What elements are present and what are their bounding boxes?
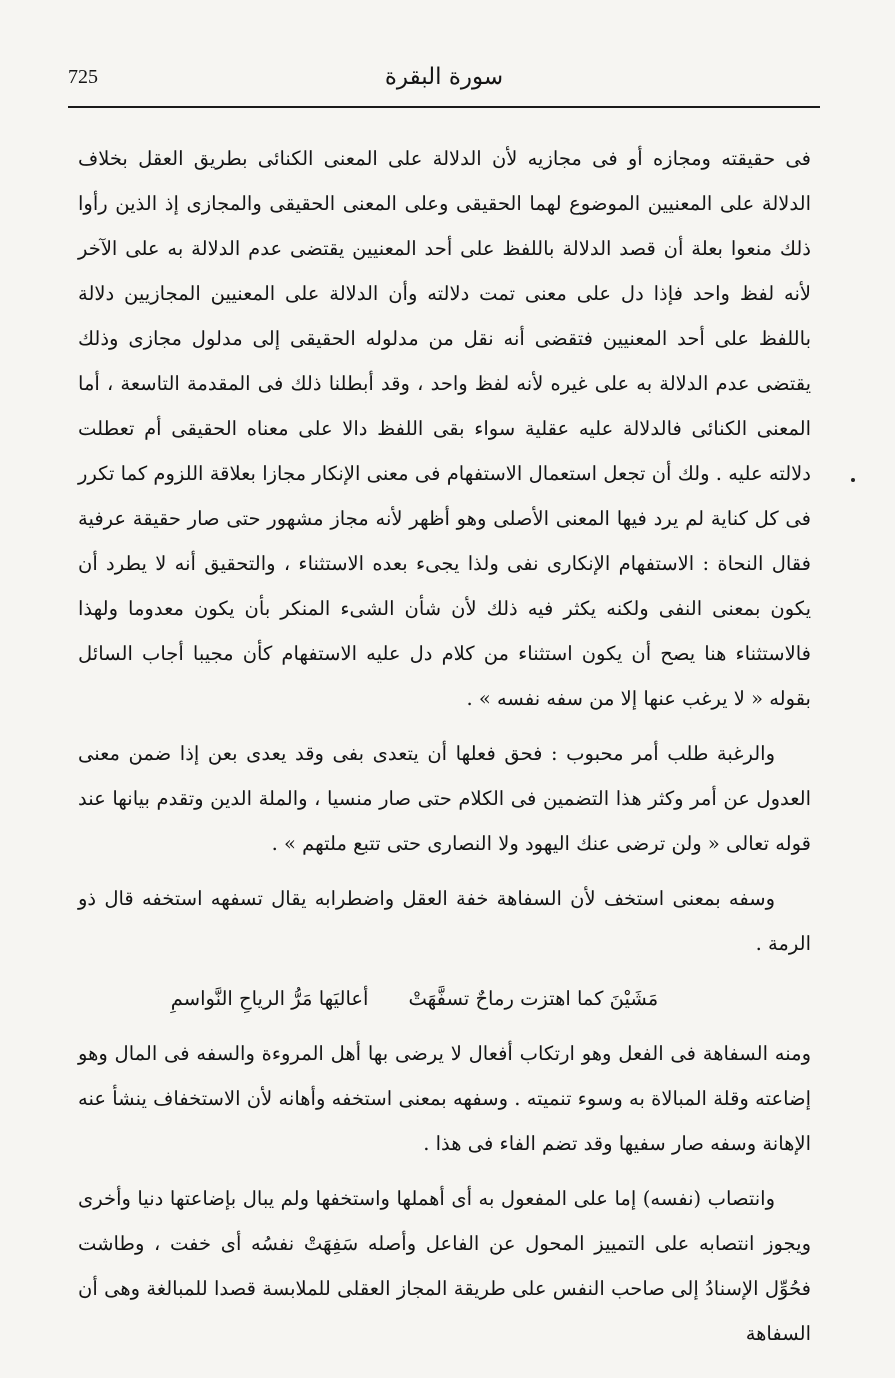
- paragraph-5: وانتصاب (نفسه) إما على المفعول به أى أهملها واستخفها ولم يبال بإضاعتها دنيا وأخرى ويجوز انتصابه على التمييز المحول عن الفاعل وأصله سَفِهَتْ نفسُه أى خفت ، وطاشت فحُوِّل الإسنادُ إلى صاحب النفس على طريقة المجاز العقلى للملابسة قصدا للمبالغة وهى أن السفاهة: [78, 1187, 811, 1345]
- paragraph-4: ومنه السفاهة فى الفعل وهو ارتكاب أفعال لا يرضى بها أهل المروءة والسفه فى المال وهو إضاعته وقلة المبالاة به وسوء تنميته . وسفهه بمعنى استخفه وأهانه لأن الاستخفاف ينشأ عنه الإهانة وسفه صار سفيها وقد تضم الفاء فى هذا .: [78, 1042, 811, 1155]
- paragraph-2: والرغبة طلب أمر محبوب : فحق فعلها أن يتعدى بفى وقد يعدى بعن إذا ضمن معنى العدول عن أمر وكثر هذا التضمين فى الكلام حتى صار منسيا ، والملة الدين وتقدم بيانها عند قوله تعالى « ولن ترضى عنك اليهود ولا النصارى حتى تتبع ملتهم » .: [78, 742, 811, 855]
- verse-second-hemistich: أعاليَها مَرُّ الرياحِ النَّواسمِ: [170, 987, 369, 1010]
- header-divider: [68, 106, 820, 108]
- poetry-verse: [78, 976, 811, 1021]
- verse-first-hemistich: مَشَيْنَ كما اهتزت رماحٌ تسفَّهَتْ: [408, 987, 659, 1010]
- main-text: [78, 136, 811, 1366]
- paragraph-1: فى حقيقته ومجازه أو فى مجازيه لأن الدلالة على المعنى الكنائى بطريق العقل بخلاف الدلالة على المعنيين الموضوع لهما الحقيقى وعلى المعنى الحقيقى والمجازى إذ الذين رأوا ذلك منعوا بعلة أن قصد الدلالة باللفظ على أحد المعنيين يقتضى عدم الدلالة به على الآخر لأنه لفظ واحد فإذا دل على معنى تمت دلالته وأن الدلالة على المعنيين المجازيين دلالة باللفظ على أحد المعنيين فتقضى أنه نقل من مدلوله الحقيقى إلى مدلول مجازى وذلك يقتضى عدم الدلالة به على غيره لأنه لفظ واحد ، وقد أبطلنا ذلك فى المقدمة التاسعة ، أما المعنى الكنائى فالدلالة عليه عقلية سواء بقى اللفظ دالا على معناه الحقيقى أم تعطلت دلالته عليه . ولك أن تجعل استعمال الاستفهام فى معنى الإنكار مجازا بعلاقة اللزوم كما تكرر فى كل كناية لم يرد فيها المعنى الأصلى وهو أظهر لأنه مجاز مشهور حتى صار حقيقة عرفية فقال النحاة : الاستفهام الإنكارى نفى ولذا يجىء بعده الاستثناء ، والتحقيق أنه لا يطرد أن يكون بمعنى النفى ولكنه يكثر فيه ذلك لأن شأن الشىء المنكر بأن يكون معدوما ولهذا فالاستثناء هنا يصح أن يكون استثناء من كلام دل عليه الاستفهام كأن مجيبا أجاب السائل بقوله « لا يرغب عنها إلا من سفه نفسه » .: [78, 147, 811, 710]
- page-number: 725: [68, 66, 98, 88]
- running-title: سورة البقرة: [384, 64, 504, 90]
- margin-mark: [851, 478, 855, 482]
- page-header: [68, 58, 820, 108]
- paragraph-3: وسفه بمعنى استخف لأن السفاهة خفة العقل واضطرابه يقال تسفهه استخفه قال ذو الرمة .: [78, 887, 811, 955]
